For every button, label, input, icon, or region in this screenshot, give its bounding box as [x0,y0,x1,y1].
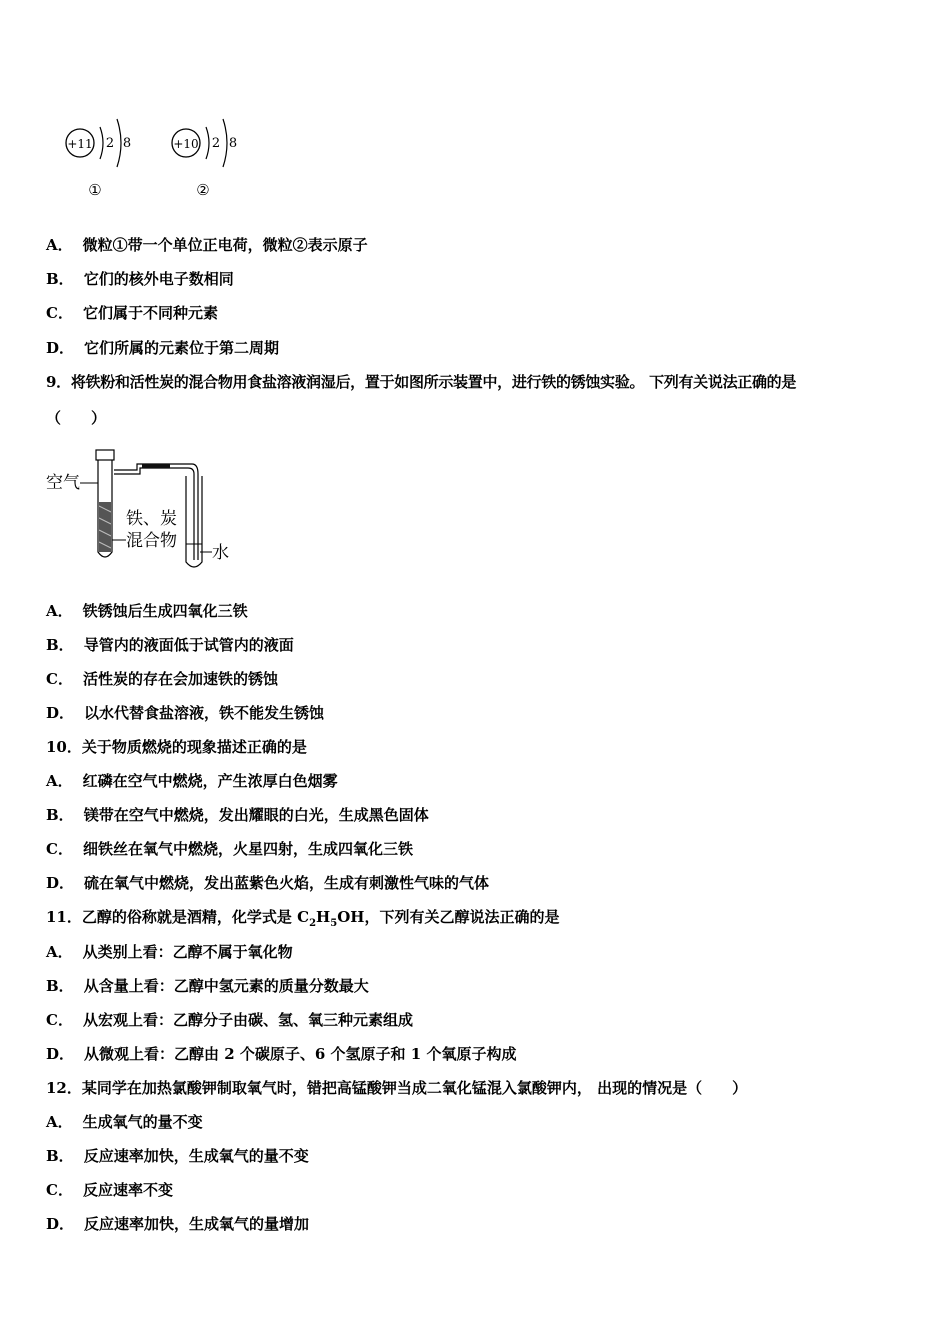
q11-option-c: C． 从宏观上看：乙醇分子由碳、氢、氧三种元素组成 [46,1011,413,1029]
q10-stem: 10．关于物质燃烧的现象描述正确的是 [46,738,307,756]
mixture-label-line1: 铁、炭 [126,509,177,529]
atom-2-label: ② [196,181,210,199]
q8-option-a: A． 微粒①带一个单位正电荷，微粒②表示原子 [46,236,368,254]
air-label: 空气 [46,473,80,493]
q10-option-b: B． 镁带在空气中燃烧，发出耀眼的白光，生成黑色固体 [46,806,429,824]
q9-option-c: C． 活性炭的存在会加速铁的锈蚀 [46,670,278,688]
q9-option-b: B． 导管内的液面低于试管内的液面 [46,636,294,654]
atom-2-shell-1: 2 [211,136,221,151]
q11-option-b: B． 从含量上看：乙醇中氢元素的质量分数最大 [46,977,369,995]
atom-1-shell-2: 8 [122,136,132,151]
q10-option-d: D． 硫在氧气中燃烧，发出蓝紫色火焰，生成有刺激性气味的气体 [46,874,490,892]
q8-option-d: D． 它们所属的元素位于第二周期 [46,339,280,357]
atom-1-nucleus: +11 [67,137,93,151]
q9-answer-paren: （ ） [46,409,107,427]
atom-1-diagram [66,119,131,199]
q8-option-b: B． 它们的核外电子数相同 [46,270,234,288]
rust-experiment-figure [42,440,242,580]
q8-option-c: C． 它们属于不同种元素 [46,304,218,322]
ethanol-formula: $C_2H_5OH$ [297,908,365,929]
q9-option-d: D． 以水代替食盐溶液，铁不能发生锈蚀 [46,704,325,722]
q12-option-a: A． 生成氧气的量不变 [46,1113,203,1131]
q12-option-d: D． 反应速率加快，生成氧气的量增加 [46,1215,310,1233]
atom-2-nucleus: +10 [173,137,199,151]
q11-option-a: A． 从类别上看：乙醇不属于氧化物 [46,943,293,961]
q11-stem: 11．乙醇的俗称就是酒精，化学式是 $C_2H_5OH$，下列有关乙醇说法正确的是 [46,908,560,929]
q12-option-c: C． 反应速率不变 [46,1181,173,1199]
atom-structure-figure [58,105,258,205]
atom-2-diagram [172,119,237,199]
q9-stem: 9．将铁粉和活性炭的混合物用食盐溶液润湿后，置于如图所示装置中，进行铁的锈蚀实验。 下列有关说法正确的是 [46,373,797,391]
q10-option-c: C． 细铁丝在氧气中燃烧，火星四射，生成四氧化三铁 [46,840,413,858]
q11-option-d: D． 从微观上看：乙醇由 2 个碳原子、6 个氢原子和 1 个氧原子构成 [46,1045,517,1063]
atom-1-label: ① [88,181,102,199]
q10-option-a: A． 红磷在空气中燃烧，产生浓厚白色烟雾 [46,772,338,790]
q12-stem: 12．某同学在加热氯酸钾制取氧气时，错把高锰酸钾当成二氧化锰混入氯酸钾内， 出现的情况是（ ） [46,1079,748,1097]
mixture-label-line2: 混合物 [126,531,177,551]
q9-option-a: A． 铁锈蚀后生成四氧化三铁 [46,602,248,620]
water-label: 水 [212,543,229,563]
q12-option-b: B． 反应速率加快，生成氧气的量不变 [46,1147,309,1165]
atom-1-shell-1: 2 [105,136,115,151]
atom-2-shell-2: 8 [228,136,238,151]
